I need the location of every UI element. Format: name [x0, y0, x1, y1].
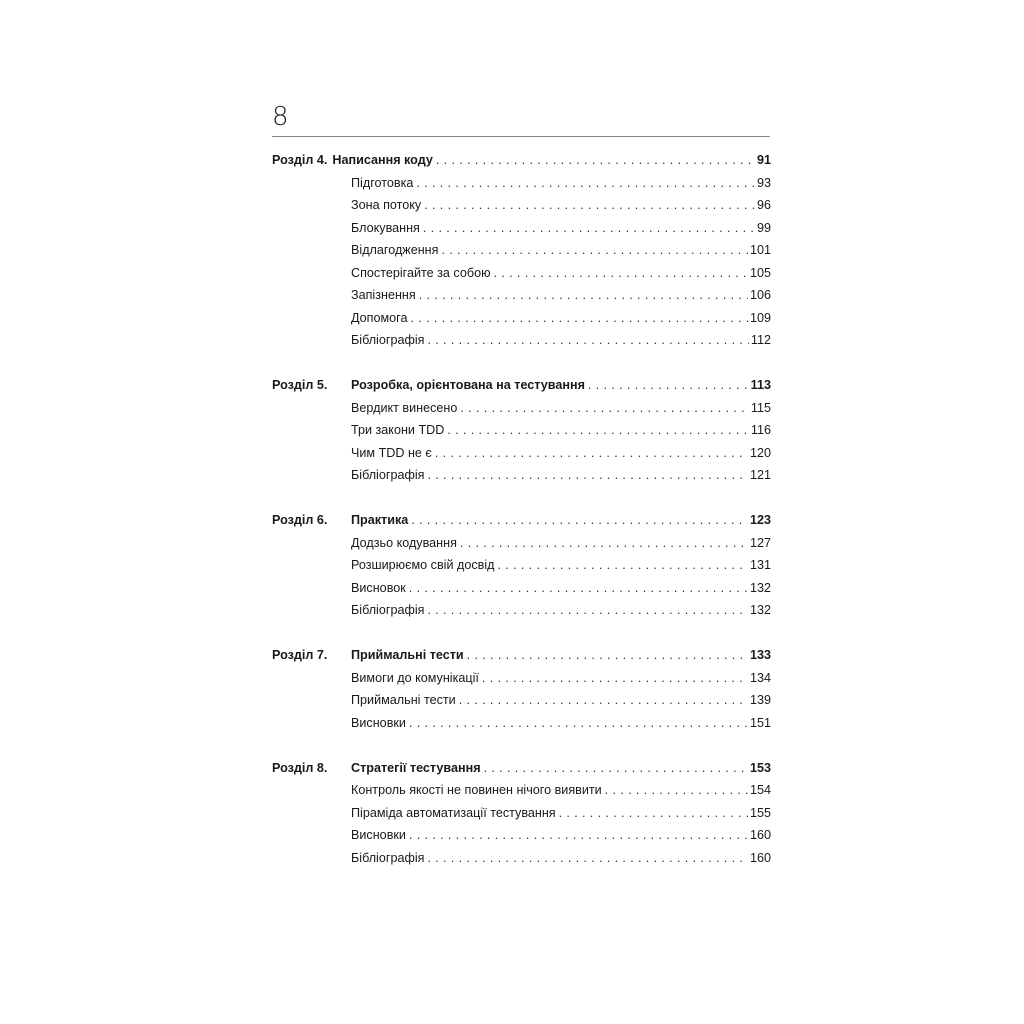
chapter-title: Приймальні тести: [351, 644, 467, 667]
section-title: Відлагодження: [351, 239, 441, 262]
dot-leader: [424, 194, 755, 217]
toc-section-row[interactable]: [272, 442, 771, 465]
toc-entry: [351, 824, 771, 847]
toc-section-row[interactable]: [272, 172, 771, 195]
toc-chapter: [272, 757, 771, 870]
section-title: Блокування: [351, 217, 423, 240]
toc-entry: [351, 644, 771, 667]
chapter-title: Практика: [351, 509, 411, 532]
dot-leader: [605, 779, 748, 802]
table-of-contents: [272, 149, 771, 892]
dot-leader: [447, 419, 749, 442]
section-page-number: 160: [749, 828, 771, 842]
dot-leader: [460, 532, 748, 555]
dot-leader: [410, 307, 748, 330]
chapter-title: Написання коду: [332, 149, 436, 172]
toc-entry: [351, 194, 771, 217]
dot-leader: [416, 172, 755, 195]
section-page-number: 112: [750, 333, 771, 347]
chapter-label: Розділ 7.: [272, 648, 328, 662]
dot-leader: [427, 329, 748, 352]
dot-leader: [427, 847, 748, 870]
toc-entry: [351, 374, 771, 397]
chapter-label: Розділ 4.: [272, 153, 328, 167]
dot-leader: [423, 217, 755, 240]
toc-chapter-heading[interactable]: [272, 509, 771, 532]
section-page-number: 121: [749, 468, 771, 482]
section-title: Зона потоку: [351, 194, 424, 217]
toc-entry: [351, 509, 771, 532]
header-rule: [272, 136, 770, 137]
toc-entry: [351, 667, 771, 690]
section-page-number: 96: [756, 198, 771, 212]
toc-section-row[interactable]: [272, 217, 771, 240]
dot-leader: [459, 689, 748, 712]
toc-section-row[interactable]: [272, 464, 771, 487]
toc-chapter-heading[interactable]: [272, 757, 771, 780]
chapter-title: Розробка, орієнтована на тестування: [351, 374, 588, 397]
toc-entry: [351, 847, 771, 870]
toc-section-row[interactable]: [272, 779, 771, 802]
section-title: Додзьо кодування: [351, 532, 460, 555]
section-title: Підготовка: [351, 172, 416, 195]
toc-entry: [351, 464, 771, 487]
section-page-number: 139: [749, 693, 771, 707]
toc-section-row[interactable]: [272, 847, 771, 870]
section-page-number: 131: [749, 558, 771, 572]
toc-section-row[interactable]: [272, 329, 771, 352]
toc-chapter-heading[interactable]: [272, 374, 771, 397]
dot-leader: [497, 554, 748, 577]
section-title: Спостерігайте за собою: [351, 262, 494, 285]
toc-section-row[interactable]: [272, 307, 771, 330]
toc-section-row[interactable]: [272, 419, 771, 442]
dot-leader: [467, 644, 748, 667]
toc-entry: [351, 757, 771, 780]
dot-leader: [411, 509, 748, 532]
dot-leader: [460, 397, 749, 420]
toc-section-row[interactable]: [272, 262, 771, 285]
toc-entry: [351, 284, 771, 307]
toc-section-row[interactable]: [272, 194, 771, 217]
section-page-number: 109: [749, 310, 771, 325]
toc-entry: [351, 779, 771, 802]
dot-leader: [588, 374, 749, 397]
chapter-label: Розділ 5.: [272, 378, 328, 392]
section-title: Висновки: [351, 824, 409, 847]
section-page-number: 101: [749, 243, 771, 257]
toc-section-row[interactable]: [272, 532, 771, 555]
toc-chapter: [272, 149, 771, 352]
toc-entry: [351, 397, 771, 420]
toc-chapter: [272, 374, 771, 487]
toc-section-row[interactable]: [272, 712, 771, 735]
section-page-number: 154: [749, 783, 771, 797]
toc-entry: [351, 554, 771, 577]
dot-leader: [436, 149, 755, 172]
toc-section-row[interactable]: [272, 397, 771, 420]
chapter-label: Розділ 8.: [272, 760, 328, 775]
dot-leader: [441, 239, 748, 262]
dot-leader: [484, 757, 748, 780]
section-page-number: 160: [749, 850, 771, 865]
chapter-page-number: 153: [749, 760, 771, 775]
dot-leader: [494, 262, 748, 285]
section-title: Бібліографія: [351, 329, 427, 352]
toc-entry: [351, 329, 771, 352]
toc-entry: [351, 172, 771, 195]
toc-entry: [351, 239, 771, 262]
dot-leader: [482, 667, 748, 690]
toc-chapter: [272, 644, 771, 734]
section-page-number: 132: [749, 603, 771, 617]
dot-leader: [409, 712, 748, 735]
toc-chapter: [272, 509, 771, 622]
dot-leader: [419, 284, 748, 307]
toc-chapter-heading[interactable]: [272, 644, 771, 667]
chapter-page-number: 133: [749, 648, 771, 662]
toc-section-row[interactable]: [272, 689, 771, 712]
section-page-number: 132: [749, 580, 771, 595]
dot-leader: [409, 577, 748, 600]
toc-section-row[interactable]: [272, 577, 771, 600]
toc-entry: [351, 532, 771, 555]
chapter-label: Розділ 6.: [272, 513, 328, 527]
section-title: Приймальні тести: [351, 689, 459, 712]
toc-section-row[interactable]: [272, 802, 771, 825]
section-page-number: 155: [749, 805, 771, 820]
section-page-number: 115: [750, 400, 771, 415]
toc-entry: [351, 217, 771, 240]
chapter-page-number: 91: [756, 153, 771, 167]
section-page-number: 106: [749, 288, 771, 302]
section-title: Бібліографія: [351, 847, 427, 870]
toc-entry: [351, 689, 771, 712]
section-title: Піраміда автоматизації тестування: [351, 802, 559, 825]
section-page-number: 151: [749, 715, 771, 730]
dot-leader: [427, 599, 748, 622]
chapter-page-number: 113: [750, 378, 771, 392]
chapter-title: Стратегії тестування: [351, 757, 484, 780]
section-title: Допомога: [351, 307, 410, 330]
toc-entry: [351, 712, 771, 735]
toc-section-row[interactable]: [272, 284, 771, 307]
toc-section-row[interactable]: [272, 554, 771, 577]
section-page-number: 120: [749, 445, 771, 460]
section-title: Запізнення: [351, 284, 419, 307]
toc-entry: [351, 262, 771, 285]
section-title: Чим TDD не є: [351, 442, 435, 465]
section-page-number: 105: [749, 265, 771, 280]
section-title: Вердикт винесено: [351, 397, 460, 420]
dot-leader: [559, 802, 748, 825]
section-page-number: 99: [756, 220, 771, 235]
dot-leader: [435, 442, 748, 465]
section-page-number: 127: [749, 535, 771, 550]
toc-entry: [351, 577, 771, 600]
toc-entry: [351, 419, 771, 442]
section-title: Розширюємо свій досвід: [351, 554, 497, 577]
toc-section-row[interactable]: [272, 667, 771, 690]
section-title: Висновок: [351, 577, 409, 600]
toc-entry: [351, 307, 771, 330]
section-title: Висновки: [351, 712, 409, 735]
section-title: Три закони TDD: [351, 419, 447, 442]
toc-entry: [351, 802, 771, 825]
dot-leader: [409, 824, 748, 847]
page-number: 8: [272, 102, 289, 132]
section-title: Вимоги до комунікації: [351, 667, 482, 690]
chapter-page-number: 123: [749, 513, 771, 527]
section-title: Бібліографія: [351, 599, 427, 622]
section-title: Контроль якості не повинен нічого виявити: [351, 779, 605, 802]
toc-entry: [332, 149, 771, 172]
section-page-number: 116: [750, 423, 771, 437]
section-page-number: 93: [756, 175, 771, 190]
toc-section-row[interactable]: [272, 239, 771, 262]
dot-leader: [427, 464, 748, 487]
toc-chapter-heading[interactable]: [272, 149, 771, 172]
toc-entry: [351, 442, 771, 465]
toc-entry: [351, 599, 771, 622]
toc-section-row[interactable]: [272, 824, 771, 847]
toc-section-row[interactable]: [272, 599, 771, 622]
section-page-number: 134: [749, 670, 771, 685]
section-title: Бібліографія: [351, 464, 427, 487]
